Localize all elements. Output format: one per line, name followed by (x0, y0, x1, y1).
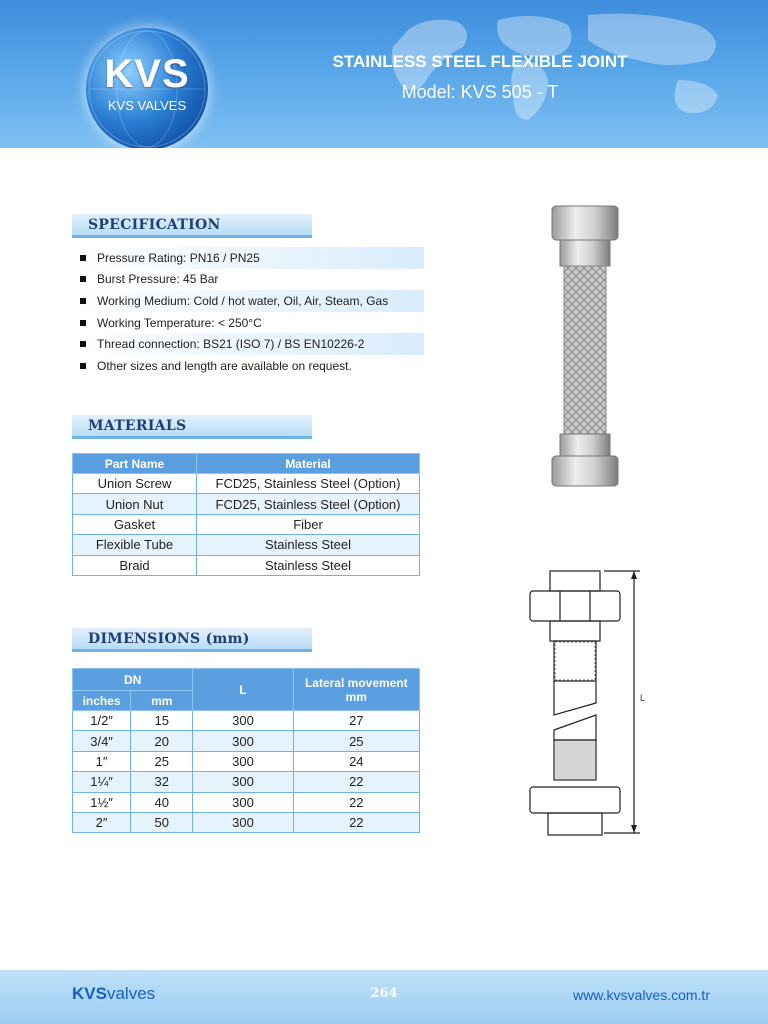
table-cell: FCD25, Stainless Steel (Option) (197, 494, 420, 514)
logo-text: KVS (104, 52, 190, 96)
table-cell: 50 (131, 812, 193, 832)
table-cell: Gasket (73, 514, 197, 534)
model-name: Model: KVS 505 - T (401, 82, 559, 102)
table-cell: Union Nut (73, 494, 197, 514)
bullet-icon (80, 255, 86, 261)
table-cell: 22 (293, 812, 419, 832)
table-header-row (73, 454, 420, 474)
column-header-dn: DN (73, 669, 193, 691)
table-cell: 22 (293, 772, 419, 792)
table-cell: 300 (193, 772, 293, 792)
table-cell: 22 (293, 792, 419, 812)
spec-text: Thread connection: BS21 (ISO 7) / BS EN10226-2 (97, 337, 365, 352)
list-item (72, 269, 424, 291)
list-item (72, 290, 424, 312)
page-title: STAINLESS STEEL FLEXIBLE JOINT (332, 52, 628, 71)
table-cell: Stainless Steel (197, 535, 420, 555)
specification-heading (72, 214, 312, 238)
table-cell: 2″ (73, 812, 131, 832)
lateral-unit-text: mm (345, 689, 367, 704)
table-cell: 300 (193, 731, 293, 751)
list-item (72, 333, 424, 355)
table-cell: 1½″ (73, 792, 131, 812)
column-header-lateral (293, 669, 419, 711)
materials-heading-text: MATERIALS (88, 418, 187, 434)
column-header: Material (197, 454, 420, 474)
column-header: Part Name (73, 454, 197, 474)
dimensions-heading-text: DIMENSIONS (mm) (88, 631, 250, 647)
table-cell: 1/2″ (73, 711, 131, 731)
table-header-row (73, 669, 420, 691)
spec-text: Pressure Rating: PN16 / PN25 (97, 250, 260, 265)
lateral-header-text: Lateral movement (304, 675, 408, 690)
bullet-icon (80, 341, 86, 347)
table-row (73, 535, 420, 555)
table-row (73, 494, 420, 514)
column-header-l: L (193, 669, 293, 711)
table-cell: 15 (131, 711, 193, 731)
table-cell: Union Screw (73, 474, 197, 494)
table-row (73, 792, 420, 812)
table-cell: Stainless Steel (197, 555, 420, 575)
list-item (72, 312, 424, 334)
table-row (73, 711, 420, 731)
table-row (73, 731, 420, 751)
world-map-graphic (348, 0, 768, 148)
footer-brand (72, 984, 155, 1004)
table-row (73, 555, 420, 575)
table-row (73, 812, 420, 832)
dimensions-heading (72, 628, 312, 652)
list-item (72, 247, 424, 269)
technical-drawing (520, 565, 650, 850)
table-cell: FCD25, Stainless Steel (Option) (197, 474, 420, 494)
page-footer (0, 970, 768, 1024)
table-cell: 300 (193, 751, 293, 771)
table-cell: 1¼″ (73, 772, 131, 792)
table-cell: 3/4″ (73, 731, 131, 751)
product-photo (540, 200, 630, 500)
column-header-inches: inches (73, 691, 131, 711)
bullet-icon (80, 363, 86, 369)
table-cell: 27 (293, 711, 419, 731)
table-cell: 300 (193, 812, 293, 832)
table-cell: Flexible Tube (73, 535, 197, 555)
materials-table (72, 453, 420, 576)
table-cell: 40 (131, 792, 193, 812)
table-cell: Braid (73, 555, 197, 575)
table-cell: Fiber (197, 514, 420, 534)
materials-heading (72, 415, 312, 439)
bullet-icon (80, 276, 86, 282)
table-cell: 25 (131, 751, 193, 771)
spec-text: Burst Pressure: 45 Bar (97, 272, 219, 287)
list-item (72, 355, 424, 377)
kvs-logo (86, 28, 208, 148)
table-row (73, 751, 420, 771)
dimensions-table (72, 668, 420, 833)
footer-brand-rest: valves (106, 984, 156, 1003)
table-row (73, 474, 420, 494)
table-cell: 24 (293, 751, 419, 771)
table-row (73, 772, 420, 792)
spec-text: Other sizes and length are available on request. (97, 358, 352, 373)
table-cell: 1″ (73, 751, 131, 771)
length-dimension-label: L (640, 693, 646, 703)
logo-subtext: KVS VALVES (107, 98, 187, 113)
spec-text: Working Temperature: < 250°C (97, 315, 262, 330)
table-row (73, 514, 420, 534)
bullet-icon (80, 320, 86, 326)
specification-heading-text: SPECIFICATION (88, 217, 221, 233)
table-cell: 300 (193, 711, 293, 731)
table-cell: 20 (131, 731, 193, 751)
bullet-icon (80, 298, 86, 304)
table-cell: 25 (293, 731, 419, 751)
page-header (0, 0, 768, 148)
table-cell: 32 (131, 772, 193, 792)
website-link[interactable]: www.kvsvalves.com.tr (573, 987, 710, 1003)
column-header-mm: mm (131, 691, 193, 711)
table-cell: 300 (193, 792, 293, 812)
spec-text: Working Medium: Cold / hot water, Oil, Air, Steam, Gas (97, 293, 389, 308)
specification-list (72, 247, 424, 377)
page-number: 264 (370, 986, 398, 1001)
footer-brand-bold: KVS (72, 984, 107, 1003)
